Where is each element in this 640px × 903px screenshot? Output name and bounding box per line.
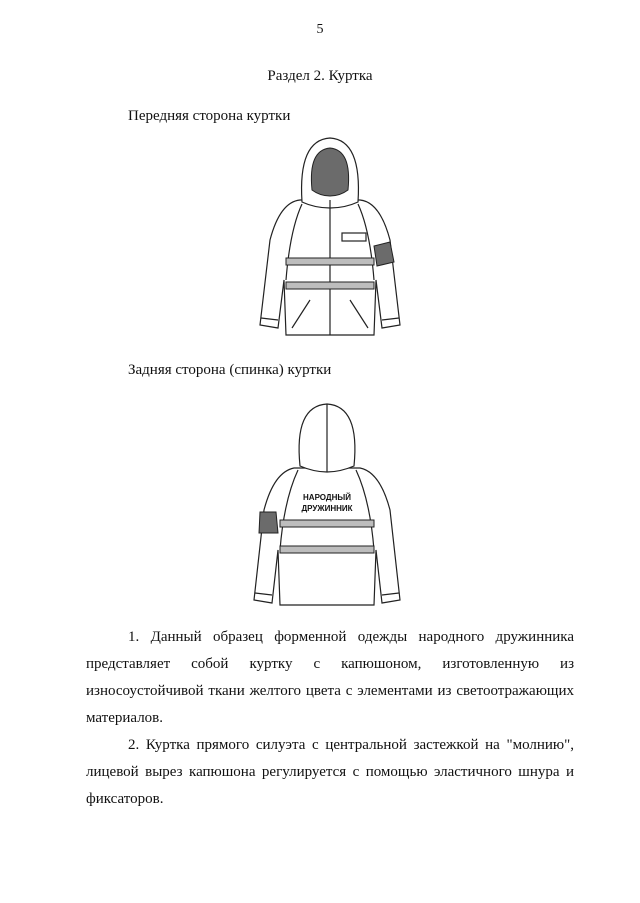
back-print-line2: ДРУЖИННИК — [301, 504, 353, 513]
page-number: 5 — [316, 22, 324, 37]
section-title: Раздел 2. Куртка — [267, 68, 373, 84]
paragraph-2: 2. Куртка прямого силуэта с центральной застежкой на "молнию", лицевой вырез капюшона регулируется с помощью эластичного шнура и фиксаторов. — [86, 737, 574, 807]
front-view-label: Передняя сторона куртки — [128, 108, 291, 124]
back-print-line1: НАРОДНЫЙ — [303, 493, 351, 502]
back-view-label: Задняя сторона (спинка) куртки — [128, 362, 332, 378]
paragraph-1: 1. Данный образец форменной одежды народного дружинника представляет собой куртку с капюшоном, изготовленную из износоустойчивой ткани желтого цвета с элементами из светоотражающих материалов. — [86, 629, 574, 726]
jacket-back-illustration — [242, 400, 412, 610]
jacket-front-illustration — [250, 130, 410, 340]
